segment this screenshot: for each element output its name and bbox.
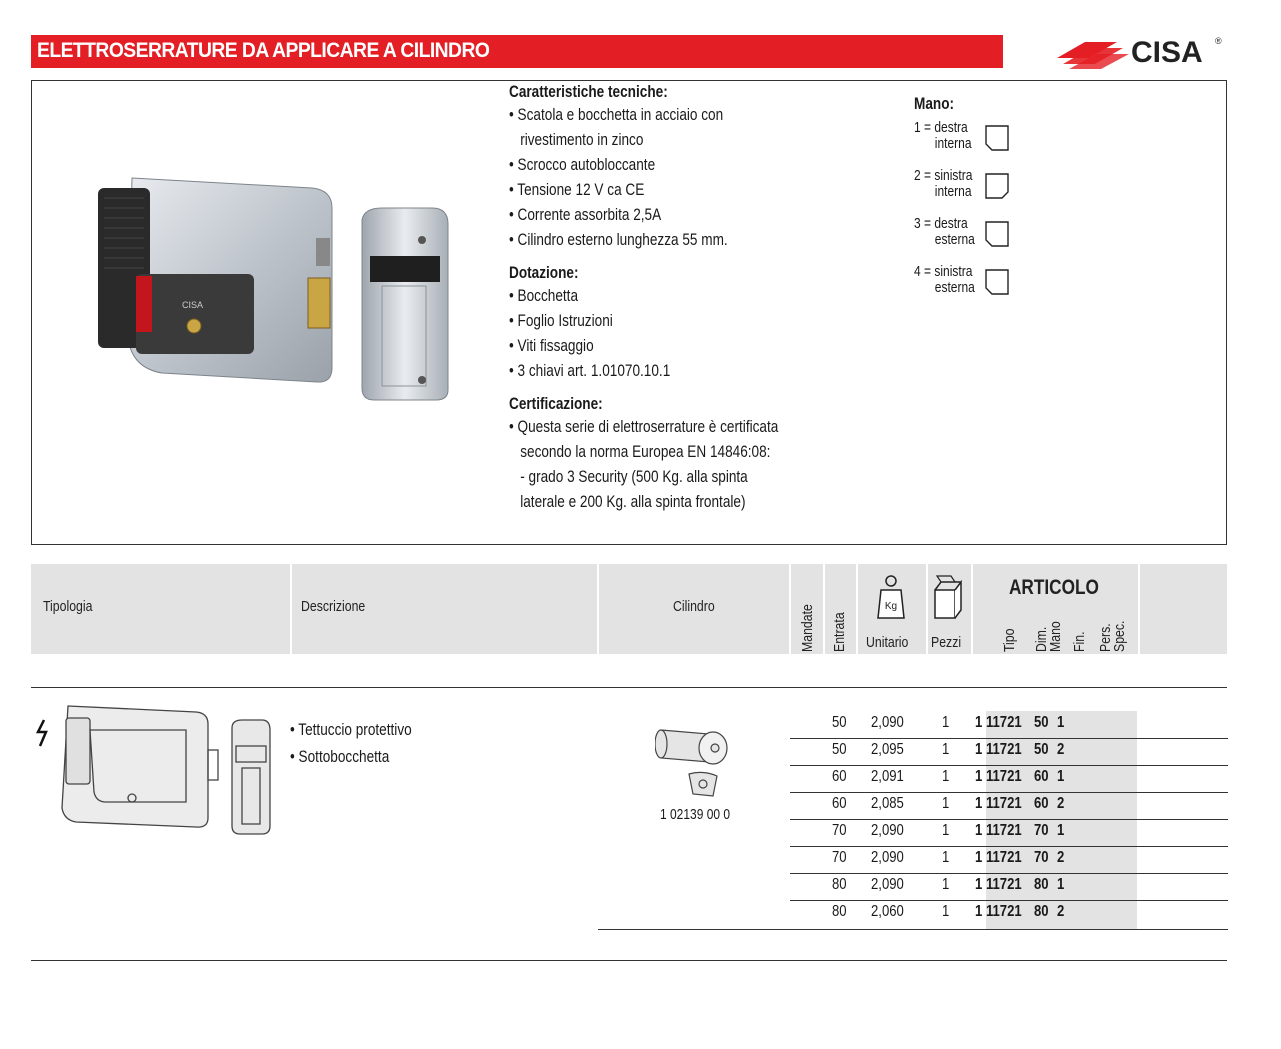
cisa-logo-mark-icon (1055, 36, 1129, 70)
row-divider (790, 846, 1228, 847)
divider (31, 687, 1227, 688)
dotazione-line: • Viti fissaggio (509, 336, 594, 355)
cert-line: • Questa serie di elettroserrature è certificata (509, 417, 779, 436)
header-cilindro: Cilindro (673, 598, 715, 615)
description-item: • Tettuccio protettivo (290, 720, 412, 739)
registered-mark: ® (1215, 36, 1222, 46)
lock-line-drawing (36, 700, 276, 840)
mano-legend (914, 94, 954, 114)
svg-text:CISA: CISA (182, 300, 204, 310)
spec-line: • Tensione 12 V ca CE (509, 180, 645, 199)
row-divider (790, 900, 1228, 901)
door-hand-icon (986, 174, 1008, 198)
brand-name: CISA (1131, 36, 1203, 69)
row-divider (790, 792, 1228, 793)
box-pieces-icon (931, 574, 965, 620)
spec-line: • Corrente assorbita 2,5A (509, 205, 662, 224)
door-hand-icon (986, 222, 1008, 246)
specs-column (509, 82, 778, 514)
caratteristiche-title: Caratteristiche tecniche: (509, 82, 668, 101)
door-hand-icons (984, 122, 1014, 302)
spec-line: rivestimento in zinco (520, 130, 644, 149)
header-articolo: ARTICOLO (1009, 576, 1099, 599)
spec-line: • Cilindro esterno lunghezza 55 mm. (509, 230, 728, 249)
mano-item: 3 = destra esterna (914, 215, 975, 248)
header-dim: Dim. (1033, 626, 1050, 652)
dotazione-line: • 3 chiavi art. 1.01070.10.1 (509, 361, 671, 380)
cert-line: - grado 3 Security (500 Kg. alla spinta (520, 467, 748, 486)
description-item: • Sottobocchetta (290, 747, 390, 766)
dotazione-line: • Foglio Istruzioni (509, 311, 613, 330)
mano-item: 2 = sinistra interna (914, 167, 973, 200)
header-mandate: Mandate (799, 604, 816, 652)
header-pezzi: Pezzi (931, 634, 962, 651)
header-mano: Mano (1047, 621, 1064, 652)
certificazione-title: Certificazione: (509, 394, 603, 413)
cisa-logo (1055, 36, 1225, 70)
cert-line: laterale e 200 Kg. alla spinta frontale) (520, 492, 746, 511)
header-tipologia: Tipologia (43, 598, 93, 615)
header-descrizione: Descrizione (301, 598, 366, 615)
cylinder-drawing (655, 714, 735, 798)
weight-kg-icon (876, 574, 906, 620)
header-tipo: Tipo (1001, 628, 1018, 652)
table-header (31, 564, 1227, 654)
page-title-bar (31, 35, 1003, 68)
header-unitario: Unitario (866, 634, 909, 651)
page-title: ELETTROSERRATURE DA APPLICARE A CILINDRO (37, 39, 490, 62)
cylinder-code: 1 02139 00 0 (660, 806, 731, 823)
door-hand-icon (986, 270, 1008, 294)
header-pers: Pers. (1097, 623, 1114, 652)
description-list (290, 716, 412, 770)
dotazione-line: • Bocchetta (509, 286, 579, 305)
row-divider (790, 819, 1228, 820)
header-entrata: Entrata (831, 612, 848, 652)
spec-line: • Scrocco autobloccante (509, 155, 656, 174)
mano-item: 4 = sinistra esterna (914, 263, 975, 296)
svg-text:Kg: Kg (884, 601, 898, 612)
door-hand-icon (986, 126, 1008, 150)
mano-title: Mano: (914, 94, 955, 113)
electric-bolt-icon (38, 720, 46, 746)
row-divider (790, 765, 1228, 766)
lock-product-photo (92, 168, 462, 408)
row-divider (790, 738, 1228, 739)
spec-line: • Scatola e bocchetta in acciaio con (509, 105, 724, 124)
divider (31, 960, 1227, 961)
divider (598, 929, 1228, 930)
mano-item: 1 = destra interna (914, 119, 972, 152)
row-divider (790, 873, 1228, 874)
header-fin: Fin. (1071, 631, 1088, 652)
header-spec: Spec. (1111, 620, 1128, 652)
dotazione-title: Dotazione: (509, 263, 579, 282)
cert-line: secondo la norma Europea EN 14846:08: (520, 442, 771, 461)
